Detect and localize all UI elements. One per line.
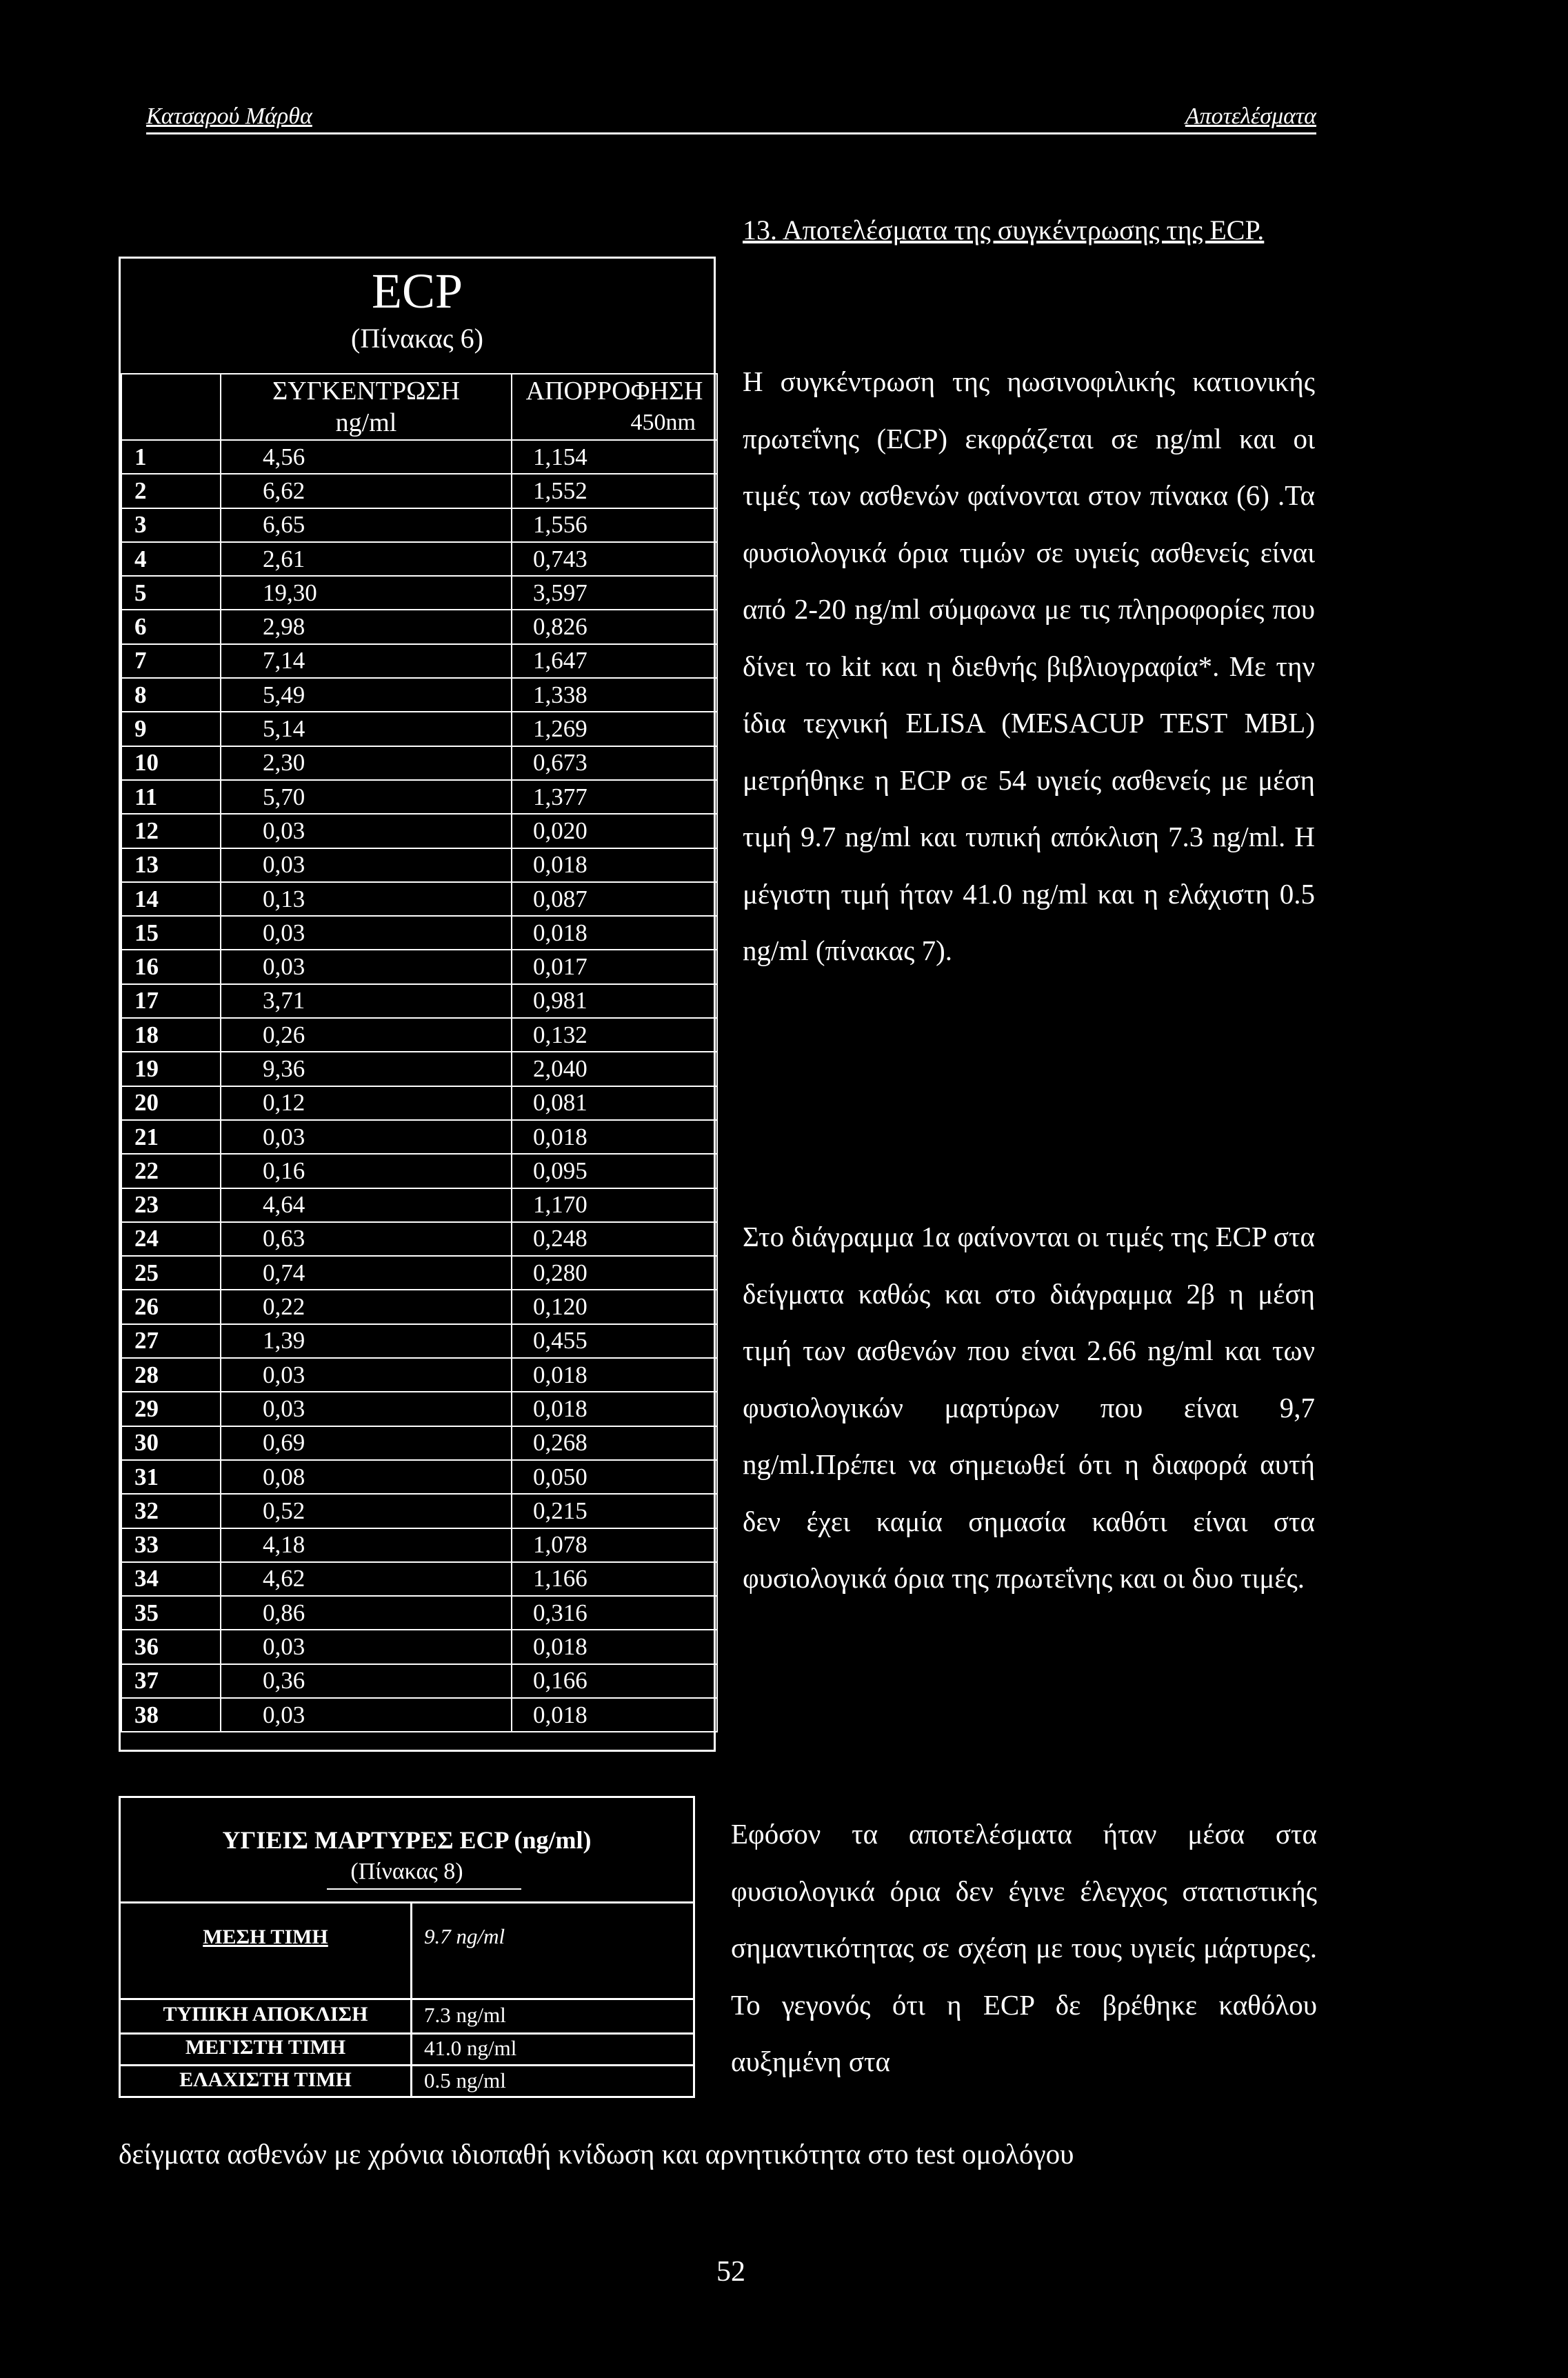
ecp-cell-absorbance: 1,078 (512, 1528, 717, 1562)
controls-divider (121, 1998, 693, 2000)
ecp-cell-absorbance: 1,556 (512, 508, 717, 542)
ecp-table-row (121, 1528, 717, 1562)
ecp-cell-concentration: 0,16 (221, 1154, 512, 1188)
header-divider (146, 132, 1316, 134)
ecp-cell-absorbance: 0,018 (512, 1358, 717, 1392)
ecp-cell-id: 22 (121, 1154, 221, 1188)
ecp-cell-concentration: 4,64 (221, 1188, 512, 1222)
ecp-cell-concentration: 0,03 (221, 1120, 512, 1154)
ecp-cell-id: 18 (121, 1018, 221, 1052)
controls-divider (121, 1901, 693, 1904)
ecp-cell-concentration: 1,39 (221, 1324, 512, 1358)
ecp-cell-absorbance: 0,087 (512, 882, 717, 916)
ecp-cell-id: 27 (121, 1324, 221, 1358)
ecp-cell-concentration: 9,36 (221, 1052, 512, 1086)
ecp-cell-concentration: 3,71 (221, 984, 512, 1018)
ecp-cell-concentration: 0,03 (221, 1358, 512, 1392)
ecp-cell-absorbance: 0,018 (512, 916, 717, 950)
ecp-table (121, 373, 718, 1732)
ecp-table-row (121, 1630, 717, 1663)
ecp-cell-concentration: 0,26 (221, 1018, 512, 1052)
ecp-table-row (121, 1460, 717, 1494)
paragraph-statistics-continued: δείγματα ασθενών με χρόνια ιδιοπαθή κνίδωση και αρνητικότητα στο test ομολόγου (119, 2138, 1074, 2170)
controls-table (119, 1796, 695, 2098)
ecp-cell-absorbance: 0,280 (512, 1256, 717, 1290)
paragraph-diagrams: Στο διάγραμμα 1α φαίνονται οι τιμές της ECP στα δείγματα καθώς και στο διάγραμμα 2β η μέση τιμή των ασθενών που είναι 2.66 ng/ml και των φυσιολογικών μαρτύρων που είναι 9,7 ng/ml.Πρέπει να σημειωθεί ότι η διαφορά αυτή δεν έχει καμία σημασία καθότι είναι στα φυσιολογικά όρια της πρωτεΐνης και οι δυο τιμές. (743, 1221, 1315, 1594)
ecp-table-row (121, 1562, 717, 1596)
ecp-table-row (121, 610, 717, 643)
ecp-cell-id: 38 (121, 1698, 221, 1732)
ecp-col-concentration-header (221, 374, 512, 440)
ecp-cell-id: 14 (121, 882, 221, 916)
ecp-table-row (121, 882, 717, 916)
ecp-table-row (121, 1086, 717, 1120)
ecp-cell-concentration: 0,03 (221, 950, 512, 983)
ecp-cell-absorbance: 0,095 (512, 1154, 717, 1188)
ecp-cell-concentration: 0,86 (221, 1596, 512, 1630)
controls-caption-underline (327, 1888, 521, 1890)
ecp-cell-concentration: 2,61 (221, 542, 512, 576)
ecp-cell-id: 23 (121, 1188, 221, 1222)
ecp-cell-absorbance: 0,017 (512, 950, 717, 983)
ecp-cell-absorbance: 0,248 (512, 1222, 717, 1256)
ecp-cell-id: 6 (121, 610, 221, 643)
ecp-cell-absorbance: 0,020 (512, 814, 717, 848)
ecp-cell-id: 9 (121, 712, 221, 746)
ecp-cell-concentration: 7,14 (221, 644, 512, 678)
ecp-cell-absorbance: 0,050 (512, 1460, 717, 1494)
ecp-table-row (121, 1494, 717, 1528)
ecp-cell-absorbance: 1,166 (512, 1562, 717, 1596)
ecp-cell-absorbance: 0,166 (512, 1664, 717, 1698)
ecp-cell-absorbance: 0,018 (512, 1120, 717, 1154)
ecp-cell-concentration: 19,30 (221, 576, 512, 610)
ecp-cell-id: 10 (121, 746, 221, 780)
ecp-cell-absorbance: 3,597 (512, 576, 717, 610)
ecp-cell-id: 2 (121, 474, 221, 508)
ecp-table-row (121, 678, 717, 712)
ecp-cell-id: 19 (121, 1052, 221, 1086)
ecp-cell-concentration: 4,62 (221, 1562, 512, 1596)
ecp-col-concentration-title: ΣΥΓΚΕΝΤΡΩΣΗ (272, 377, 460, 406)
ecp-cell-concentration: 0,03 (221, 916, 512, 950)
ecp-table-row (121, 1052, 717, 1086)
ecp-cell-id: 24 (121, 1222, 221, 1256)
ecp-cell-absorbance: 0,673 (512, 746, 717, 780)
ecp-cell-concentration: 2,98 (221, 610, 512, 643)
ecp-table-box (119, 257, 716, 1752)
ecp-table-row (121, 474, 717, 508)
ecp-cell-id: 4 (121, 542, 221, 576)
ecp-cell-concentration: 0,69 (221, 1426, 512, 1460)
ecp-cell-id: 13 (121, 848, 221, 882)
ecp-table-body (121, 440, 717, 1732)
ecp-cell-absorbance: 0,132 (512, 1018, 717, 1052)
ecp-table-row (121, 780, 717, 814)
ecp-cell-absorbance: 0,743 (512, 542, 717, 576)
paragraph-ecp-concentration: Η συγκέντρωση της ηωσινοφιλικής κατιονικής πρωτεΐνης (ECP) εκφράζεται σε ng/ml και οι τιμές των ασθενών φαίνονται στον πίνακα (6) .Τα φυσιολογικά όρια τιμών σε υγιείς ασθενείς είναι από 2-20 ng/ml σύμφωνα με τις πληροφορίες που δίνει το kit και η διεθνής βιβλιογραφία*. Με την ίδια τεχνική ELISA (MESACUP TEST MBL) μετρήθηκε η ECP σε 54 υγιείς ασθενείς με μέση τιμή 9.7 ng/ml και τυπική απόκλιση 7.3 ng/ml. Η μέγιστη τιμή ήταν 41.0 ng/ml και η ελάχιστη 0.5 ng/ml (πίνακας 7). (743, 366, 1315, 966)
ecp-cell-concentration: 0,03 (221, 1698, 512, 1732)
ecp-cell-absorbance: 0,081 (512, 1086, 717, 1120)
ecp-cell-absorbance: 0,455 (512, 1324, 717, 1358)
ecp-cell-concentration: 0,22 (221, 1290, 512, 1323)
ecp-cell-absorbance: 0,018 (512, 1630, 717, 1663)
header-section: Αποτελέσματα (1185, 103, 1316, 129)
ecp-table-row (121, 1698, 717, 1732)
ecp-cell-absorbance: 1,269 (512, 712, 717, 746)
ecp-table-row (121, 1290, 717, 1323)
ecp-cell-absorbance: 0,018 (512, 1698, 717, 1732)
ecp-cell-concentration: 0,03 (221, 1630, 512, 1663)
ecp-col-concentration-unit: ng/ml (335, 408, 397, 437)
ecp-cell-id: 35 (121, 1596, 221, 1630)
ecp-table-row (121, 1120, 717, 1154)
controls-value-mean: 9.7 ng/ml (424, 1924, 505, 1948)
ecp-cell-absorbance: 0,018 (512, 1392, 717, 1426)
ecp-table-row (121, 542, 717, 576)
ecp-cell-absorbance: 1,647 (512, 644, 717, 678)
ecp-cell-id: 12 (121, 814, 221, 848)
ecp-cell-id: 29 (121, 1392, 221, 1426)
ecp-cell-id: 21 (121, 1120, 221, 1154)
ecp-table-row (121, 1188, 717, 1222)
ecp-cell-id: 31 (121, 1460, 221, 1494)
controls-divider (121, 2064, 693, 2066)
ecp-table-row (121, 440, 717, 474)
ecp-table-row (121, 1664, 717, 1698)
page-number: 52 (716, 2256, 745, 2288)
ecp-cell-id: 26 (121, 1290, 221, 1323)
ecp-cell-absorbance: 1,154 (512, 440, 717, 474)
ecp-table-row (121, 1392, 717, 1426)
ecp-cell-concentration: 2,30 (221, 746, 512, 780)
ecp-table-row (121, 508, 717, 542)
ecp-cell-absorbance: 1,552 (512, 474, 717, 508)
ecp-cell-id: 36 (121, 1630, 221, 1663)
controls-value-max: 41.0 ng/ml (424, 2036, 517, 2060)
ecp-cell-id: 8 (121, 678, 221, 712)
ecp-table-header-row (121, 374, 717, 440)
ecp-cell-absorbance: 1,170 (512, 1188, 717, 1222)
ecp-col-id-header (121, 374, 221, 440)
ecp-table-row (121, 576, 717, 610)
ecp-cell-id: 28 (121, 1358, 221, 1392)
ecp-col-absorbance-unit: 450nm (630, 410, 696, 435)
ecp-table-row (121, 848, 717, 882)
ecp-cell-absorbance: 0,018 (512, 848, 717, 882)
ecp-table-row (121, 1256, 717, 1290)
ecp-cell-absorbance: 0,120 (512, 1290, 717, 1323)
ecp-cell-concentration: 0,03 (221, 848, 512, 882)
ecp-cell-concentration: 0,63 (221, 1222, 512, 1256)
ecp-cell-id: 32 (121, 1494, 221, 1528)
ecp-cell-concentration: 4,56 (221, 440, 512, 474)
ecp-table-row (121, 746, 717, 780)
ecp-cell-id: 16 (121, 950, 221, 983)
ecp-table-caption: (Πίνακας 6) (351, 323, 483, 354)
ecp-table-title: ECP (371, 263, 463, 319)
ecp-cell-absorbance: 0,981 (512, 984, 717, 1018)
controls-column-divider (410, 1901, 412, 2098)
ecp-cell-concentration: 0,08 (221, 1460, 512, 1494)
ecp-col-absorbance-title: ΑΠΟΡΡΟΦΗΣΗ (525, 377, 703, 406)
controls-table-title: ΥΓΙΕΙΣ ΜΑΡΤΥΡΕΣ ECP (ng/ml) (222, 1826, 592, 1854)
ecp-cell-id: 34 (121, 1562, 221, 1596)
header-author: Κατσαρού Μάρθα (146, 103, 312, 129)
controls-label-min: ΕΛΑΧΙΣΤΗ ΤΙΜΗ (179, 2068, 352, 2091)
ecp-cell-id: 3 (121, 508, 221, 542)
ecp-col-absorbance-header (512, 374, 717, 440)
ecp-cell-concentration: 4,18 (221, 1528, 512, 1562)
ecp-cell-concentration: 6,65 (221, 508, 512, 542)
ecp-table-row (121, 1018, 717, 1052)
ecp-cell-id: 11 (121, 780, 221, 814)
ecp-table-row (121, 984, 717, 1018)
ecp-cell-absorbance: 0,826 (512, 610, 717, 643)
ecp-cell-concentration: 5,14 (221, 712, 512, 746)
controls-divider (121, 2032, 693, 2035)
controls-label-sd: ΤΥΠΙΚΗ ΑΠΟΚΛΙΣΗ (163, 2003, 368, 2026)
ecp-cell-concentration: 0,13 (221, 882, 512, 916)
ecp-cell-absorbance: 0,316 (512, 1596, 717, 1630)
ecp-cell-absorbance: 1,338 (512, 678, 717, 712)
ecp-table-row (121, 1154, 717, 1188)
ecp-table-row (121, 712, 717, 746)
ecp-cell-concentration: 0,03 (221, 1392, 512, 1426)
ecp-table-row (121, 1426, 717, 1460)
section-title: 13. Αποτελέσματα της συγκέντρωσης της ECP. (743, 214, 1265, 246)
ecp-cell-absorbance: 0,215 (512, 1494, 717, 1528)
ecp-cell-id: 20 (121, 1086, 221, 1120)
controls-value-sd: 7.3 ng/ml (424, 2003, 506, 2027)
ecp-cell-concentration: 5,49 (221, 678, 512, 712)
ecp-cell-absorbance: 2,040 (512, 1052, 717, 1086)
ecp-cell-id: 17 (121, 984, 221, 1018)
ecp-table-row (121, 814, 717, 848)
ecp-table-row (121, 1324, 717, 1358)
ecp-cell-id: 7 (121, 644, 221, 678)
ecp-table-row (121, 1358, 717, 1392)
controls-value-min: 0.5 ng/ml (424, 2068, 506, 2092)
ecp-cell-concentration: 0,03 (221, 814, 512, 848)
ecp-cell-concentration: 0,52 (221, 1494, 512, 1528)
ecp-cell-id: 33 (121, 1528, 221, 1562)
ecp-cell-concentration: 0,12 (221, 1086, 512, 1120)
ecp-table-row (121, 916, 717, 950)
ecp-cell-id: 30 (121, 1426, 221, 1460)
ecp-cell-id: 1 (121, 440, 221, 474)
paragraph-statistics: Εφόσον τα αποτελέσματα ήταν μέσα στα φυσιολογικά όρια δεν έγινε έλεγχος στατιστικής σημαντικότητας σε σχέση με τους υγιείς μάρτυρες. Το γεγονός ότι η ECP δε βρέθηκε καθόλου αυξημένη στα (731, 1818, 1317, 2077)
ecp-cell-absorbance: 0,268 (512, 1426, 717, 1460)
ecp-cell-concentration: 5,70 (221, 780, 512, 814)
ecp-table-row (121, 950, 717, 983)
ecp-cell-id: 37 (121, 1664, 221, 1698)
ecp-cell-concentration: 0,36 (221, 1664, 512, 1698)
ecp-cell-id: 25 (121, 1256, 221, 1290)
controls-label-max: ΜΕΓΙΣΤΗ ΤΙΜΗ (185, 2036, 346, 2059)
ecp-cell-id: 15 (121, 916, 221, 950)
controls-table-caption: (Πίνακας 8) (350, 1859, 463, 1884)
controls-label-mean: ΜΕΣΗ ΤΙΜΗ (203, 1926, 328, 1948)
ecp-cell-concentration: 6,62 (221, 474, 512, 508)
ecp-cell-id: 5 (121, 576, 221, 610)
ecp-cell-concentration: 0,74 (221, 1256, 512, 1290)
ecp-table-row (121, 644, 717, 678)
ecp-cell-absorbance: 1,377 (512, 780, 717, 814)
ecp-table-row (121, 1222, 717, 1256)
ecp-table-row (121, 1596, 717, 1630)
